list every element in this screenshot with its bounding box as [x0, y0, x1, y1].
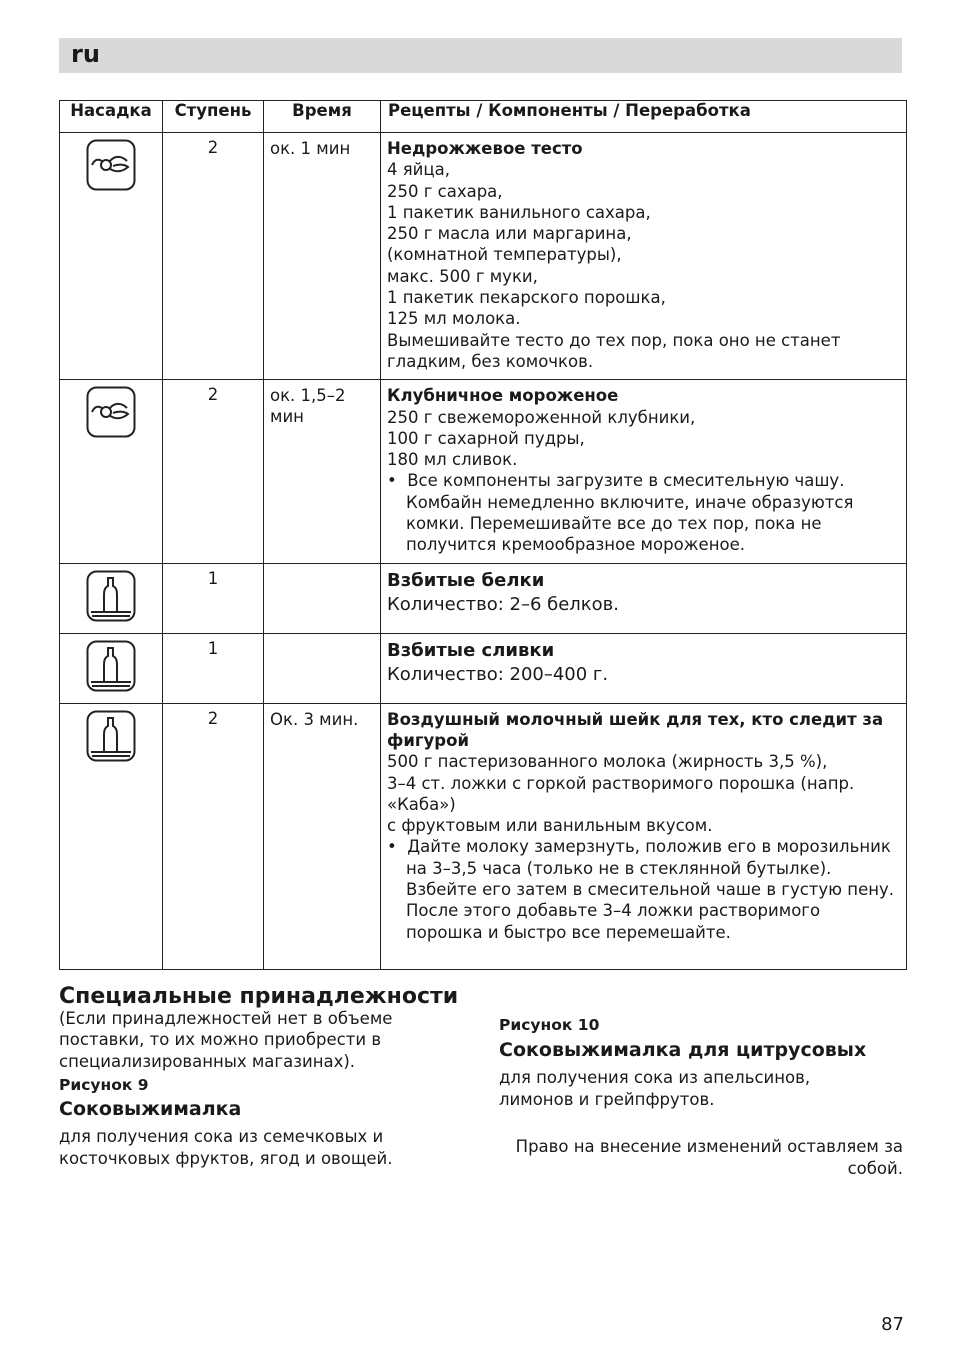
recipe-line: с фруктовым или ванильным вкусом. — [387, 816, 713, 836]
recipe-line: 100 г сахарной пудры, — [387, 428, 585, 448]
time-value — [264, 633, 381, 703]
table-row: 2 ок. 1,5–2 мин Клубничное мороженое 250 г свежемороженной клубники, 100 г сахарной пудры, 180 мл сливок. • Все компоненты загрузите в смесительную чашу. Комбайн немедленно включите, иначе образуются комки. Перемешивайте все до тех пор, пока не получится кремообразное мороженое. — [60, 380, 907, 563]
language-code: ru — [71, 40, 100, 68]
accessories-heading: Специальные принадлежности — [59, 984, 459, 1009]
recipe-line: 3–4 ст. ложки с горкой растворимого порошка (напр. «Каба») — [387, 773, 855, 814]
recipe-line: Вымешивайте тесто до тех пор, пока оно не станет гладким, без комочков. — [387, 330, 841, 371]
accessories-note: (Если принадлежностей нет в объеме поставки, то их можно приобрести в специализированных магазинах). — [59, 1008, 393, 1071]
time-value — [264, 563, 381, 633]
citrus-section — [499, 1015, 903, 1179]
recipe-table — [59, 100, 907, 970]
recipe-title: Клубничное мороженое — [387, 386, 619, 406]
recipe-line: 180 мл сливок. — [387, 450, 518, 470]
recipe-line: 250 г масла или маргарина, — [387, 224, 632, 244]
language-bar — [59, 38, 902, 73]
recipe-line: 1 пакетик пекарского порошка, — [387, 288, 666, 308]
recipe-line: Количество: 2–6 белков. — [387, 593, 620, 615]
recipe-line: Количество: 200–400 г. — [387, 663, 609, 685]
recipe-title: Взбитые сливки — [387, 639, 555, 661]
table-row: 2 Ок. 3 мин. Воздушный молочный шейк для тех, кто следит за фигурой 500 г пастеризованного молока (жирность 3,5 %), 3–4 ст. ложки с горкой растворимого порошка (напр. «Каба») с фруктовым или ванильным вкусом. • Дайте молоку замерзнуть, положив его в морозильник на 3–3,5 часа (только не в стеклянной бутылке). Взбейте его затем в смесительной чаше в густую пену. После этого добавьте 3–4 ложки растворимого порошка и быстро все перемешайте. — [60, 703, 907, 969]
table-header-row — [60, 101, 907, 133]
header-step: Ступень — [163, 101, 264, 133]
recipe-bullet: Все компоненты загрузите в смесительную чашу. Комбайн немедленно включите, иначе образуются комки. Перемешивайте все до тех пор, пока не получится кремообразное мороженое. — [406, 471, 854, 555]
figure-10-label: Рисунок 10 — [499, 1016, 600, 1034]
header-attachment: Насадка — [60, 101, 163, 133]
recipe-line: 125 мл молока. — [387, 309, 521, 329]
recipe-title: Взбитые белки — [387, 569, 545, 591]
table-row — [60, 563, 907, 633]
whisk-disc-icon — [86, 640, 136, 692]
figure-9-title: Соковыжималка — [59, 1097, 242, 1120]
recipe-line: 500 г пастеризованного молока (жирность 3,5 %), — [387, 752, 828, 772]
time-value: ок. 1 мин — [264, 133, 381, 380]
page-number: 87 — [881, 1314, 904, 1335]
figure-10-text: для получения сока из апельсинов, лимонов и грейпфрутов. — [499, 1068, 811, 1109]
recipe-title: Воздушный молочный шейк для тех, кто следит за фигурой — [387, 709, 884, 750]
step-value: 1 — [163, 563, 264, 633]
rights-note: Право на внесение изменений оставляем за собой. — [515, 1137, 903, 1178]
figure-9-label: Рисунок 9 — [59, 1076, 149, 1094]
step-value: 1 — [163, 633, 264, 703]
time-value: ок. 1,5–2 мин — [264, 380, 381, 563]
recipe-line: 250 г свежемороженной клубники, — [387, 407, 696, 427]
header-recipe: Рецепты / Компоненты / Переработка — [381, 101, 907, 133]
table-row — [60, 633, 907, 703]
recipe-bullet: Дайте молоку замерзнуть, положив его в морозильник на 3–3,5 часа (только не в стеклянной бутылке). Взбейте его затем в смесительной чаше в густую пену. После этого добавьте 3–4 ложки растворимого порошка и быстро все перемешайте. — [406, 837, 895, 942]
whisk-disc-icon — [86, 570, 136, 622]
header-time: Время — [264, 101, 381, 133]
knife-blade-icon — [86, 139, 136, 191]
recipe-line: (комнатной температуры), — [387, 245, 622, 265]
accessories-section — [59, 986, 479, 1169]
table-row — [60, 133, 907, 380]
knife-blade-icon — [86, 386, 136, 438]
step-value: 2 — [163, 703, 264, 969]
recipe-line: 1 пакетик ванильного сахара, — [387, 202, 651, 222]
recipe-line: 4 яйца, — [387, 160, 450, 180]
figure-9-text: для получения сока из семечковых и косточковых фруктов, ягод и овощей. — [59, 1127, 393, 1168]
recipe-line: 250 г сахара, — [387, 181, 503, 201]
recipe-title: Недрожжевое тесто — [387, 139, 583, 158]
time-value: Ок. 3 мин. — [264, 703, 381, 969]
whisk-disc-icon — [86, 710, 136, 762]
figure-10-title: Соковыжималка для цитрусовых — [499, 1038, 867, 1061]
step-value: 2 — [163, 380, 264, 563]
step-value: 2 — [163, 133, 264, 380]
recipe-line: макс. 500 г муки, — [387, 266, 538, 286]
